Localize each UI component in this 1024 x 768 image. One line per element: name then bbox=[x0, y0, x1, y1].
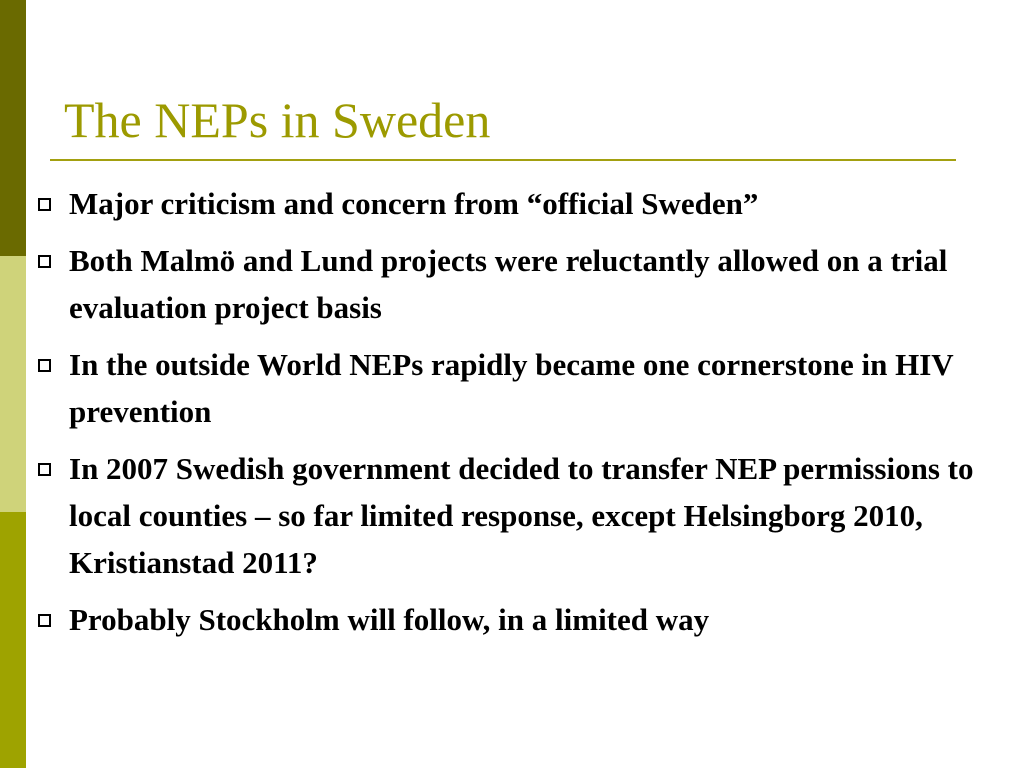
hollow-square-icon bbox=[38, 198, 51, 211]
bullet-item bbox=[34, 341, 1006, 435]
bullet-item bbox=[34, 596, 1006, 643]
side-bar-middle-segment bbox=[0, 256, 26, 512]
hollow-square-icon bbox=[38, 255, 51, 268]
side-bar-top-segment bbox=[0, 0, 26, 256]
title-underline bbox=[50, 159, 956, 161]
bullet-text: Probably Stockholm will follow, in a limited way bbox=[69, 602, 710, 637]
side-accent-bar bbox=[0, 0, 26, 768]
hollow-square-icon bbox=[38, 463, 51, 476]
bullet-text: In 2007 Swedish government decided to transfer NEP permissions to local counties – so far limited response, except Helsingborg 2010, Kristianstad 2011? bbox=[69, 451, 974, 580]
bullet-item bbox=[34, 237, 1006, 331]
bullet-item bbox=[34, 180, 1006, 227]
hollow-square-icon bbox=[38, 614, 51, 627]
bullet-item bbox=[34, 445, 1006, 586]
slide-title: The NEPs in Sweden bbox=[64, 92, 491, 148]
hollow-square-icon bbox=[38, 359, 51, 372]
bullet-text: Both Malmö and Lund projects were reluctantly allowed on a trial evaluation project basis bbox=[69, 243, 948, 325]
bullet-list bbox=[34, 180, 1006, 653]
side-bar-bottom-segment bbox=[0, 512, 26, 768]
bullet-text: Major criticism and concern from “official Sweden” bbox=[69, 186, 759, 221]
bullet-text: In the outside World NEPs rapidly became one cornerstone in HIV prevention bbox=[69, 347, 954, 429]
